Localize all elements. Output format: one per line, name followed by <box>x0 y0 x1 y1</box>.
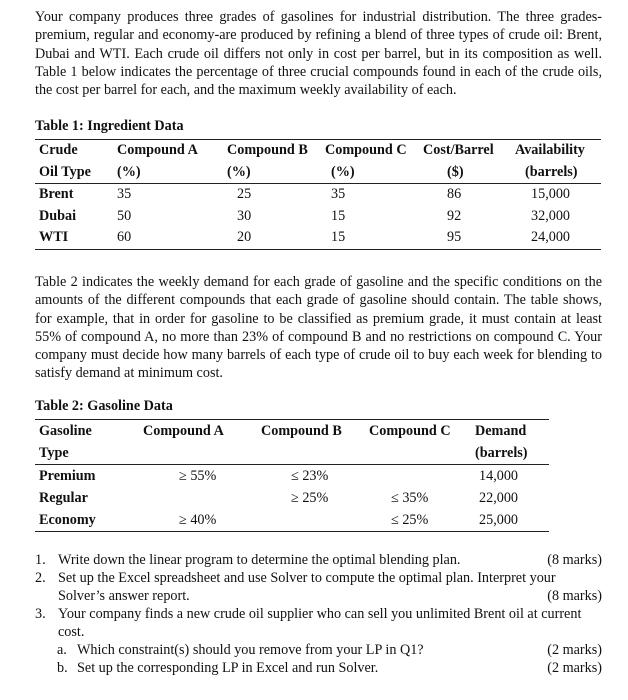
table1-cell: 30 <box>237 207 252 224</box>
table1-cell: 15 <box>331 207 346 224</box>
question-marks: (8 marks) <box>547 588 602 604</box>
table1-header-cell: Compound A <box>111 140 227 162</box>
table2-header-cell: (barrels) <box>475 442 549 465</box>
table2-header-cell: Type <box>35 442 143 465</box>
table1-header-row-1 <box>35 140 601 162</box>
table1-cell: WTI <box>35 227 111 249</box>
question-text-line-1: Your company finds a new crude oil supplier who can sell you unlimited Brent oil at current <box>58 606 582 622</box>
table1-header-cell: Oil Type <box>35 162 111 184</box>
table2-cell <box>143 487 261 509</box>
table1-cell: 60 <box>111 227 227 249</box>
table1-cell: 35 <box>117 186 132 203</box>
table1-cell: 15,000 <box>531 186 571 203</box>
table2-cell: ≥ 40% <box>143 509 261 532</box>
table2-cell: ≤ 25% <box>369 509 475 532</box>
question-3a <box>57 641 602 659</box>
question-text: Which constraint(s) should you remove from your LP in Q1? <box>77 642 424 658</box>
table2-cell: 25,000 <box>475 509 549 532</box>
gasoline-data-table <box>35 419 549 532</box>
question-number: 3. <box>35 606 46 622</box>
table2-header-cell: Compound A <box>143 420 261 443</box>
table2-cell: Economy <box>35 509 143 532</box>
table1-header-cell: (%) <box>111 162 227 184</box>
table2-header-cell: Gasoline <box>35 420 143 443</box>
question-text-line-2: Solver’s answer report. <box>58 588 190 604</box>
table1-cell: 86 <box>447 186 462 203</box>
table1-header-cell: (%) <box>227 162 325 184</box>
table-row <box>35 465 549 488</box>
table1-cell: 24,000 <box>515 227 601 249</box>
table1-cell: 50 <box>117 207 132 224</box>
table1-header-cell: (%) <box>325 162 423 184</box>
table1-header-cell: Cost/Barrel <box>423 140 515 162</box>
table2-cell: ≥ 55% <box>179 467 217 484</box>
table2-header-row-2 <box>35 442 549 465</box>
question-3b <box>57 659 602 677</box>
question-number: b. <box>57 660 68 676</box>
question-text: Set up the corresponding LP in Excel and run Solver. <box>77 660 379 676</box>
question-1 <box>35 551 602 569</box>
table-row <box>35 184 601 206</box>
table1-cell: 92 <box>447 207 462 224</box>
table2-cell: ≥ 25% <box>291 489 329 506</box>
question-marks: (8 marks) <box>547 552 602 568</box>
table1-header-cell: Compound B <box>227 140 325 162</box>
table2-cell: Premium <box>39 467 96 484</box>
table2-cell: ≤ 23% <box>291 467 329 484</box>
table2-cell: 22,000 <box>479 489 519 506</box>
table-row <box>35 487 549 509</box>
question-text-line-2: cost. <box>58 624 85 640</box>
table2-cell <box>261 509 369 532</box>
table1-cell: Brent <box>39 186 74 203</box>
question-marks: (2 marks) <box>547 660 602 676</box>
table2-cell: 14,000 <box>479 467 519 484</box>
table1-cell: 15 <box>325 227 423 249</box>
table2-header-cell: Compound B <box>261 420 369 443</box>
table1-header-cell: Availability <box>515 140 601 162</box>
question-text: Write down the linear program to determine the optimal blending plan. <box>58 552 461 568</box>
table-row <box>35 509 549 532</box>
table1-cell: 20 <box>227 227 325 249</box>
table-row <box>35 227 601 249</box>
question-text-line-1: Set up the Excel spreadsheet and use Solver to compute the optimal plan. Interpret your <box>58 570 556 586</box>
ingredient-data-table <box>35 139 601 250</box>
table2-cell <box>369 465 475 488</box>
intro-paragraph: Your company produces three grades of gasolines for industrial distribution. The three grades-premium, regular and economy-are produced by refining a blend of three types of crude oil: Brent, Dubai and WTI. Each crude oil differs not only in cost per barrel, but in its composition as well. Table 1 below indicates the percentage of three crucial compounds found in each of the crude oils, the cost per barrel for each, and the maximum weekly availability of each. <box>35 9 602 99</box>
table1-cell: 35 <box>331 186 346 203</box>
table2-header-cell <box>369 442 475 465</box>
table2-header-cell <box>143 442 261 465</box>
question-number: a. <box>57 642 67 658</box>
question-number: 2. <box>35 570 46 586</box>
question-3 <box>35 605 602 642</box>
table2-header-cell: Compound C <box>369 420 475 443</box>
table2-header-row-1 <box>35 420 549 443</box>
table1-cell: 25 <box>237 186 252 203</box>
question-marks: (2 marks) <box>547 642 602 658</box>
question-2 <box>35 569 602 606</box>
table1-cell: 32,000 <box>531 207 571 224</box>
table1-caption: Table 1: Ingredient Data <box>35 118 184 134</box>
table2-header-cell: Demand <box>475 420 549 443</box>
table2-cell: Regular <box>39 489 88 506</box>
table1-header-cell: Crude <box>35 140 111 162</box>
table-row <box>35 206 601 228</box>
table2-cell: ≤ 35% <box>391 489 429 506</box>
demand-paragraph: Table 2 indicates the weekly demand for each grade of gasoline and the specific conditions on the amounts of the different compounds that each grade of gasoline should contain. The table shows, for example, that in order for gasoline to be classified as premium grade, it must contain at least 55% of compound A, no more than 23% of compound B and no restrictions on compound C. Your company must decide how many barrels of each type of crude oil to buy each week for blending to satisfy demand at minimum cost. <box>35 274 602 382</box>
table1-cell: Dubai <box>39 207 77 224</box>
table1-header-row-2 <box>35 162 601 184</box>
table2-header-cell <box>261 442 369 465</box>
table1-header-cell: Compound C <box>325 140 423 162</box>
table1-cell: 95 <box>423 227 515 249</box>
table2-caption: Table 2: Gasoline Data <box>35 398 173 414</box>
table1-header-cell: (barrels) <box>515 162 601 184</box>
table1-header-cell: ($) <box>423 162 515 184</box>
question-number: 1. <box>35 552 46 568</box>
